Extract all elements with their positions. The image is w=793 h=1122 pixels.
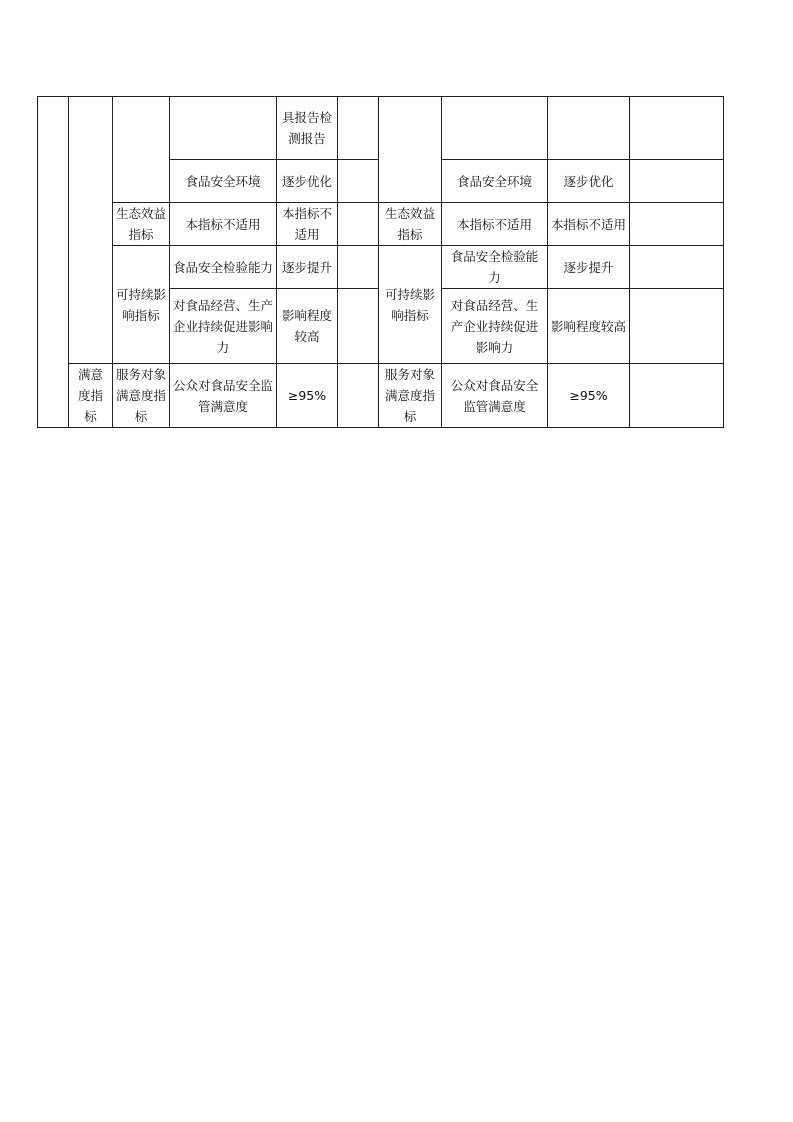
right-blank-cell	[630, 246, 724, 289]
right-level3-cell: 服务对象满意度指标	[379, 364, 442, 428]
target-value-cell: 具报告检测报告	[277, 97, 338, 160]
right-indicator-cell: 本指标不适用	[442, 203, 548, 246]
indicator-cell: 食品安全环境	[170, 160, 277, 203]
target-value-cell: 影响程度较高	[277, 289, 338, 364]
blank-cell	[338, 246, 379, 289]
target-value-cell: 逐步提升	[277, 246, 338, 289]
right-level3-cell: 生态效益指标	[379, 203, 442, 246]
indicator-cell: 食品安全检验能力	[170, 246, 277, 289]
blank-cell	[338, 203, 379, 246]
right-target-value-cell: 逐步提升	[548, 246, 630, 289]
performance-indicator-table	[37, 96, 724, 428]
level2-cell: 满意度指标	[69, 364, 113, 428]
indicator-cell: 对食品经营、生产企业持续促进影响力	[170, 289, 277, 364]
right-level3-cell: 可持续影响指标	[379, 246, 442, 364]
right-blank-cell	[630, 203, 724, 246]
table-row	[38, 97, 724, 160]
table-row	[38, 364, 724, 428]
level3-cell	[113, 97, 170, 203]
level2-cell	[69, 97, 113, 364]
right-indicator-cell: 食品安全检验能力	[442, 246, 548, 289]
right-target-value-cell	[548, 97, 630, 160]
target-value-cell: ≥95%	[277, 364, 338, 428]
right-indicator-cell: 公众对食品安全监管满意度	[442, 364, 548, 428]
target-value-cell: 逐步优化	[277, 160, 338, 203]
right-target-value-cell: 影响程度较高	[548, 289, 630, 364]
right-blank-cell	[630, 97, 724, 160]
target-value-cell: 本指标不适用	[277, 203, 338, 246]
level3-cell: 服务对象满意度指标	[113, 364, 170, 428]
level3-cell: 生态效益指标	[113, 203, 170, 246]
right-indicator-cell: 对食品经营、生产企业持续促进影响力	[442, 289, 548, 364]
table-row	[38, 203, 724, 246]
right-indicator-cell	[442, 97, 548, 160]
right-blank-cell	[630, 289, 724, 364]
right-blank-cell	[630, 364, 724, 428]
right-target-value-cell: 本指标不适用	[548, 203, 630, 246]
blank-cell	[338, 97, 379, 160]
right-target-value-cell: 逐步优化	[548, 160, 630, 203]
blank-cell	[338, 289, 379, 364]
right-level3-cell	[379, 97, 442, 203]
right-indicator-cell: 食品安全环境	[442, 160, 548, 203]
right-target-value-cell: ≥95%	[548, 364, 630, 428]
table-row	[38, 246, 724, 289]
indicator-cell: 本指标不适用	[170, 203, 277, 246]
level3-cell: 可持续影响指标	[113, 246, 170, 364]
blank-cell	[338, 160, 379, 203]
indicator-cell	[170, 97, 277, 160]
indicator-cell: 公众对食品安全监管满意度	[170, 364, 277, 428]
level1-cell	[38, 97, 69, 428]
right-blank-cell	[630, 160, 724, 203]
blank-cell	[338, 364, 379, 428]
